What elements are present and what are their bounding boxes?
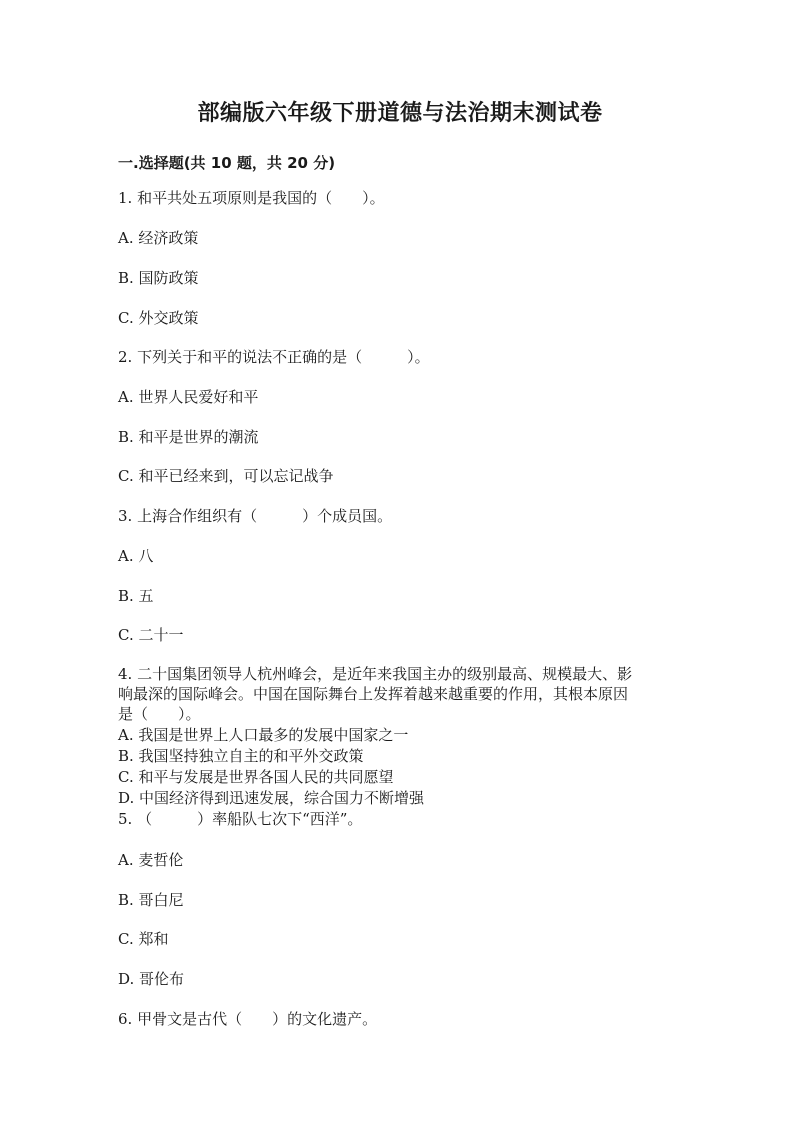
question-1-stem: 1. 和平共处五项原则是我国的（ ）。 bbox=[118, 189, 385, 207]
question-3-option-c: C. 二十一 bbox=[118, 626, 184, 644]
question-1-option-b: B. 国防政策 bbox=[118, 269, 199, 287]
question-4-option-a: A. 我国是世界上人口最多的发展中国家之一 bbox=[118, 726, 409, 744]
question-5-option-a: A. 麦哲伦 bbox=[118, 851, 184, 869]
question-5-stem: 5. （ ）率船队七次下“西洋”。 bbox=[118, 810, 363, 828]
question-5-option-d: D. 哥伦布 bbox=[118, 970, 185, 988]
question-6-stem: 6. 甲骨文是古代（ ）的文化遗产。 bbox=[118, 1010, 378, 1028]
question-4-option-c: C. 和平与发展是世界各国人民的共同愿望 bbox=[118, 768, 394, 786]
question-2-option-b: B. 和平是世界的潮流 bbox=[118, 428, 259, 446]
question-4-stem-line-1: 4. 二十国集团领导人杭州峰会，是近年来我国主办的级别最高、规模最大、影 bbox=[118, 665, 633, 683]
question-4-stem-line-3: 是（ ）。 bbox=[118, 705, 201, 723]
section-heading: 一.选择题(共 10 题，共 20 分) bbox=[118, 154, 336, 172]
question-4-stem-line-2: 响最深的国际峰会。中国在国际舞台上发挥着越来越重要的作用，其根本原因 bbox=[118, 685, 629, 703]
question-1-option-a: A. 经济政策 bbox=[118, 229, 199, 247]
page-title: 部编版六年级下册道德与法治期末测试卷 bbox=[197, 101, 603, 126]
question-1-option-c: C. 外交政策 bbox=[118, 309, 199, 327]
question-2-stem: 2. 下列关于和平的说法不正确的是（ ）。 bbox=[118, 348, 430, 366]
question-4-option-d: D. 中国经济得到迅速发展，综合国力不断增强 bbox=[118, 789, 425, 807]
question-2-option-c: C. 和平已经来到，可以忘记战争 bbox=[118, 467, 334, 485]
question-3-stem: 3. 上海合作组织有（ ）个成员国。 bbox=[118, 507, 393, 525]
question-3-option-b: B. 五 bbox=[118, 587, 154, 605]
question-3-option-a: A. 八 bbox=[118, 547, 154, 565]
question-5-option-c: C. 郑和 bbox=[118, 930, 169, 948]
question-4-stem bbox=[118, 664, 688, 724]
question-2-option-a: A. 世界人民爱好和平 bbox=[118, 388, 259, 406]
question-4-option-b: B. 我国坚持独立自主的和平外交政策 bbox=[118, 747, 364, 765]
question-5-option-b: B. 哥白尼 bbox=[118, 891, 184, 909]
